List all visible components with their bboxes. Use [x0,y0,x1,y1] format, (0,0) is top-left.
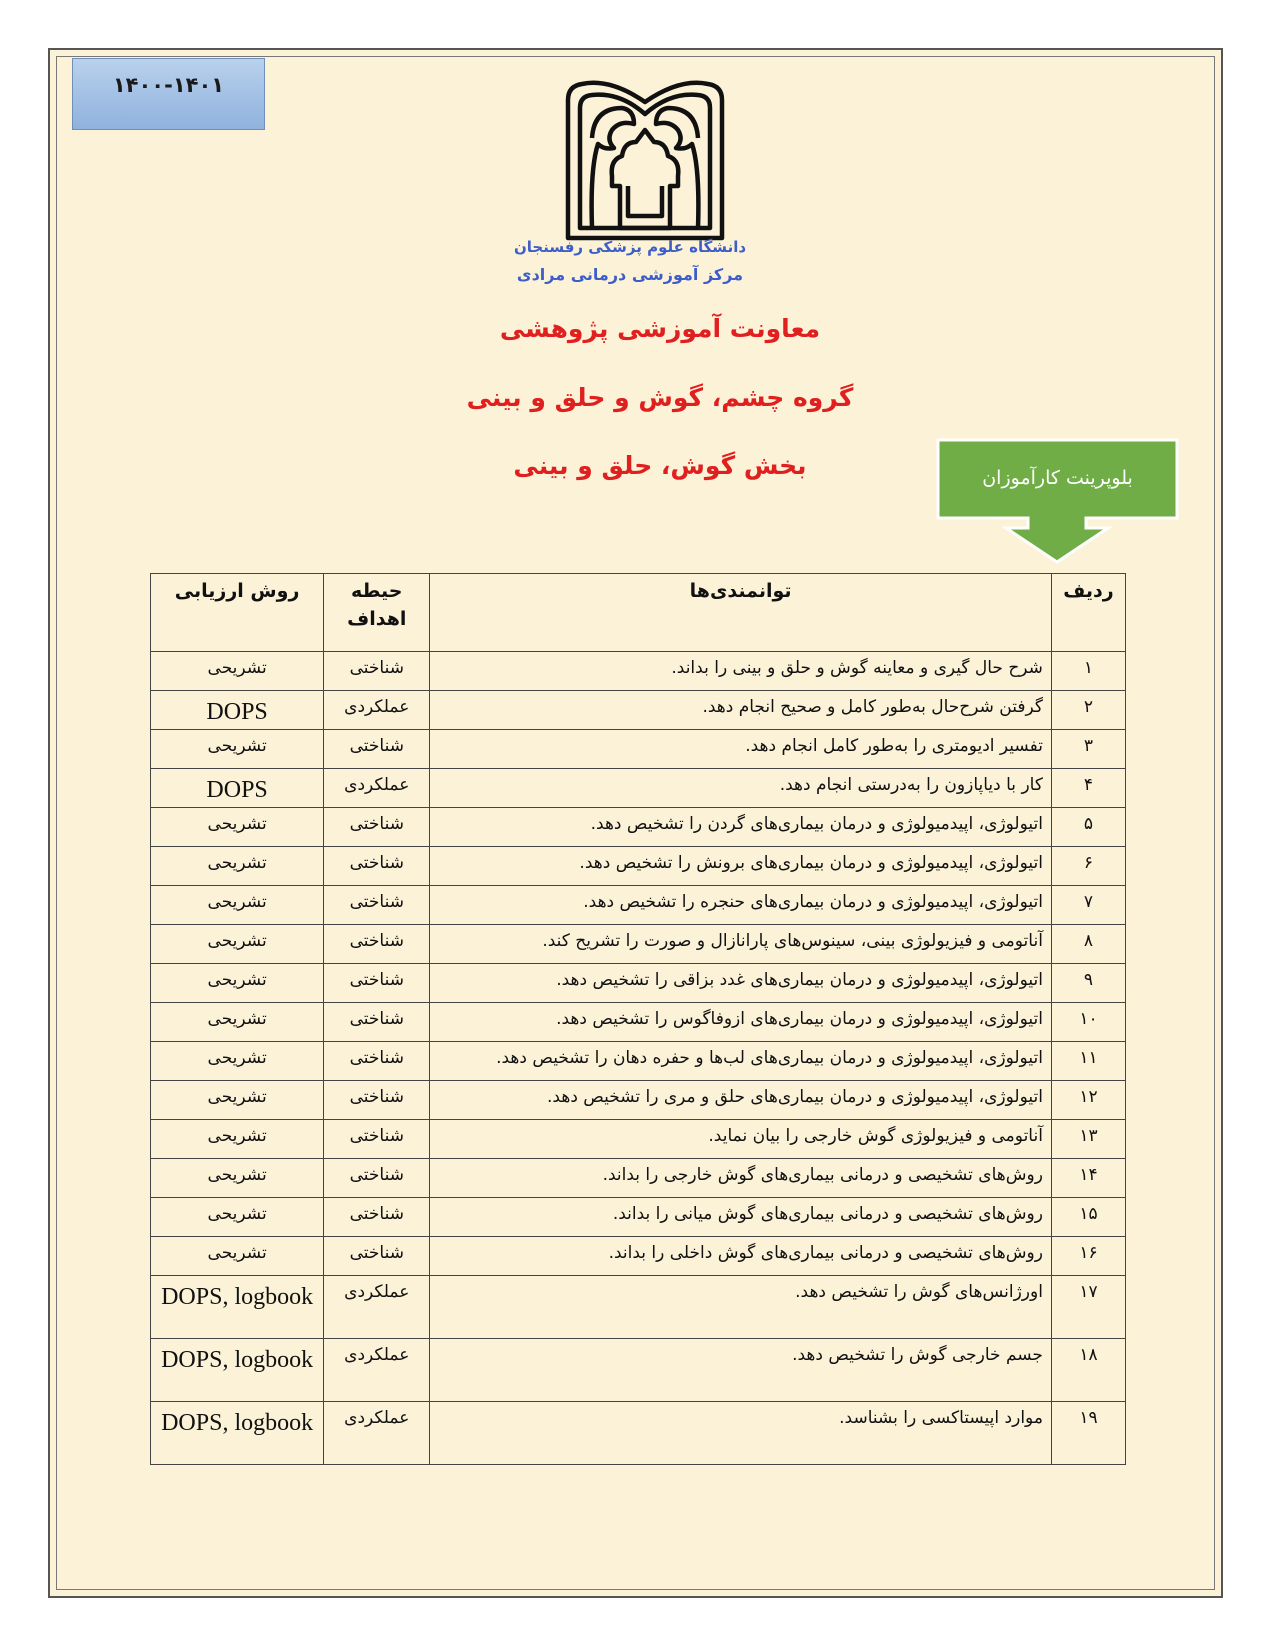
row-number-cell: ۱۵ [1051,1198,1125,1237]
competency-cell: روش‌های تشخیصی و درمانی بیماری‌های گوش خارجی را بداند. [430,1159,1052,1198]
evaluation-cell: تشریحی [151,1198,324,1237]
evaluation-cell: DOPS [151,769,324,808]
evaluation-cell: تشریحی [151,964,324,1003]
table-row [151,1003,1126,1042]
header-competency: توانمندی‌ها [430,574,1052,652]
competency-cell: شرح حال گیری و معاینه گوش و حلق و بینی را بداند. [430,652,1052,691]
callout-label: بلوپرینت کارآموزان [982,467,1133,489]
competency-cell: موارد اپیستاکسی را بشناسد. [430,1402,1052,1465]
domain-cell: عملکردی [324,1276,430,1339]
table-row [151,1276,1126,1339]
university-name: دانشگاه علوم پزشکی رفسنجان [513,238,747,256]
competency-cell: گرفتن شرح‌حال به‌طور کامل و صحیح انجام دهد. [430,691,1052,730]
center-name: مرکز آموزشی درمانی مرادی [516,265,744,284]
table-row [151,1081,1126,1120]
domain-cell: شناختی [324,1198,430,1237]
row-number-cell: ۹ [1051,964,1125,1003]
domain-cell: شناختی [324,925,430,964]
competency-cell: اتیولوژی، اپیدمیولوژی و درمان بیماری‌های برونش را تشخیص دهد. [430,847,1052,886]
evaluation-cell: تشریحی [151,1159,324,1198]
domain-cell: عملکردی [324,691,430,730]
competency-cell: اتیولوژی، اپیدمیولوژی و درمان بیماری‌های ازوفاگوس را تشخیص دهد. [430,1003,1052,1042]
domain-cell: شناختی [324,1081,430,1120]
domain-cell: شناختی [324,1042,430,1081]
competency-cell: اتیولوژی، اپیدمیولوژی و درمان بیماری‌های لب‌ها و حفره دهان را تشخیص دهد. [430,1042,1052,1081]
competency-cell: اورژانس‌های گوش را تشخیص دهد. [430,1276,1052,1339]
table-row [151,1120,1126,1159]
row-number-cell: ۱۷ [1051,1276,1125,1339]
table-row [151,1402,1126,1465]
evaluation-cell: تشریحی [151,925,324,964]
table-row [151,1339,1126,1402]
domain-cell: عملکردی [324,1339,430,1402]
row-number-cell: ۱۳ [1051,1120,1125,1159]
row-number-cell: ۱۸ [1051,1339,1125,1402]
department-title: بخش گوش، حلق و بینی [513,451,807,480]
competency-cell: اتیولوژی، اپیدمیولوژی و درمان بیماری‌های گردن را تشخیص دهد. [430,808,1052,847]
domain-cell: شناختی [324,886,430,925]
row-number-cell: ۵ [1051,808,1125,847]
evaluation-cell: تشریحی [151,1120,324,1159]
domain-cell: شناختی [324,1003,430,1042]
domain-cell: شناختی [324,1237,430,1276]
university-logo [550,68,740,258]
domain-cell: شناختی [324,1120,430,1159]
table-row [151,691,1126,730]
evaluation-cell: DOPS [151,691,324,730]
competency-cell: روش‌های تشخیصی و درمانی بیماری‌های گوش میانی را بداند. [430,1198,1052,1237]
competency-cell: روش‌های تشخیصی و درمانی بیماری‌های گوش داخلی را بداند. [430,1237,1052,1276]
competency-cell: اتیولوژی، اپیدمیولوژی و درمان بیماری‌های غدد بزاقی را تشخیص دهد. [430,964,1052,1003]
evaluation-cell: تشریحی [151,652,324,691]
evaluation-cell: تشریحی [151,1042,324,1081]
row-number-cell: ۱ [1051,652,1125,691]
row-number-cell: ۱۰ [1051,1003,1125,1042]
evaluation-cell: DOPS, logbook [151,1276,324,1339]
row-number-cell: ۱۶ [1051,1237,1125,1276]
row-number-cell: ۱۱ [1051,1042,1125,1081]
table-row [151,730,1126,769]
row-number-cell: ۱۴ [1051,1159,1125,1198]
row-number-cell: ۲ [1051,691,1125,730]
domain-cell: عملکردی [324,769,430,808]
domain-cell: شناختی [324,847,430,886]
table-row [151,886,1126,925]
group-title: گروه چشم، گوش و حلق و بینی [466,383,854,412]
table-row [151,1159,1126,1198]
evaluation-cell: تشریحی [151,730,324,769]
row-number-cell: ۳ [1051,730,1125,769]
table-row [151,652,1126,691]
table-header-row [151,574,1126,652]
row-number-cell: ۶ [1051,847,1125,886]
competency-cell: اتیولوژی، اپیدمیولوژی و درمان بیماری‌های حلق و مری را تشخیص دهد. [430,1081,1052,1120]
table-row [151,1237,1126,1276]
row-number-cell: ۷ [1051,886,1125,925]
row-number-cell: ۱۹ [1051,1402,1125,1465]
header-domain-line2: اهداف [347,608,407,630]
domain-cell: شناختی [324,808,430,847]
competency-cell: آناتومی و فیزیولوژی گوش خارجی را بیان نماید. [430,1120,1052,1159]
competency-cell: تفسیر ادیومتری را به‌طور کامل انجام دهد. [430,730,1052,769]
table-row [151,1042,1126,1081]
competency-cell: جسم خارجی گوش را تشخیص دهد. [430,1339,1052,1402]
evaluation-cell: تشریحی [151,847,324,886]
competency-cell: کار با دیاپازون را به‌درستی انجام دهد. [430,769,1052,808]
table-row [151,964,1126,1003]
blueprint-table [150,573,1126,1465]
competency-cell: اتیولوژی، اپیدمیولوژی و درمان بیماری‌های حنجره را تشخیص دهد. [430,886,1052,925]
table-row [151,847,1126,886]
table-row [151,808,1126,847]
row-number-cell: ۱۲ [1051,1081,1125,1120]
domain-cell: شناختی [324,964,430,1003]
header-domain-line1: حیطه [351,580,403,602]
row-number-cell: ۴ [1051,769,1125,808]
evaluation-cell: تشریحی [151,886,324,925]
row-number-cell: ۸ [1051,925,1125,964]
domain-cell: شناختی [324,652,430,691]
evaluation-cell: تشریحی [151,1237,324,1276]
header-evaluation: روش ارزیابی [151,574,324,652]
header-row-number: ردیف [1051,574,1125,652]
domain-cell: شناختی [324,1159,430,1198]
academic-year-box: ۱۴۰۰-۱۴۰۱ [72,58,265,130]
domain-cell: شناختی [324,730,430,769]
table-row [151,1198,1126,1237]
evaluation-cell: تشریحی [151,808,324,847]
evaluation-cell: تشریحی [151,1081,324,1120]
competency-cell: آناتومی و فیزیولوژی بینی، سینوس‌های پارانازال و صورت را تشریح کند. [430,925,1052,964]
evaluation-cell: DOPS, logbook [151,1402,324,1465]
vice-chancellor-title: معاونت آموزشی پژوهشی [499,314,821,343]
evaluation-cell: تشریحی [151,1003,324,1042]
domain-cell: عملکردی [324,1402,430,1465]
header-domain [324,574,430,652]
table-row [151,925,1126,964]
evaluation-cell: DOPS, logbook [151,1339,324,1402]
table-row [151,769,1126,808]
